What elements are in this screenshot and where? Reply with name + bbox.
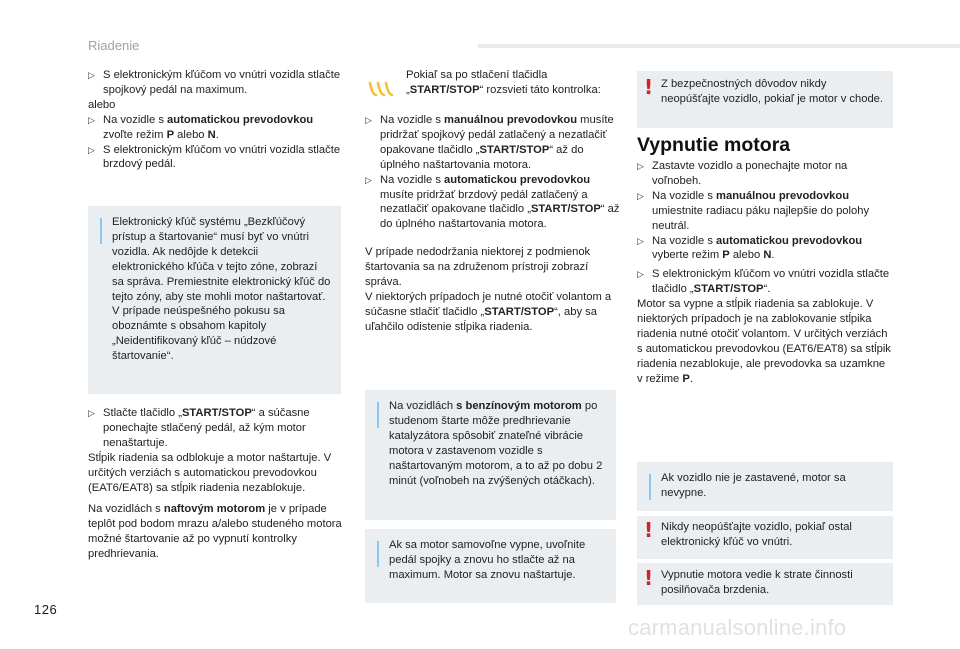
text: Na vozidle s: [652, 189, 717, 202]
bullet-text: S elektronickým kľúčom vo vnútri vozidla stlačte spojkový pedál na maximum.: [103, 69, 341, 96]
text: Na vozidlách s: [88, 503, 164, 516]
text: je v prípade teplôt pod bodom mrazu a/alebo studeného motora možné štartovanie až po vypnutí kontrolky predhrievania.: [88, 503, 342, 561]
warning-text: Nikdy neopúšťajte vozidlo, pokiaľ ostal elektronický kľúč vo vnútri.: [661, 521, 852, 548]
bold-text: s benzínovým motorom: [456, 400, 582, 412]
paragraph: Stĺpik riadenia sa odblokuje a motor naštartuje. V určitých verziách s automatickou prevodovkou (EAT6/EAT8) sa stĺpik riadenia nezablokuje.: [88, 451, 332, 494]
bullet-item: [637, 159, 893, 189]
warning-exclamation-icon: !: [644, 75, 654, 99]
text: “ rozsvieti táto kontrolka:: [479, 83, 601, 96]
text: alebo: [729, 249, 764, 262]
bullet-item: [88, 113, 343, 143]
alebo-text: alebo: [88, 98, 116, 111]
bold-text: manuálnou prevodovkou: [716, 189, 850, 202]
bold-text: START/STOP: [530, 203, 601, 216]
col1-steps-2: [88, 406, 343, 562]
text: Na vozidle s: [380, 114, 445, 126]
bold-text: START/STOP: [693, 283, 764, 296]
info-box: [365, 529, 616, 603]
bullet-text: S elektronickým kľúčom vo vnútri vozidla stlačte brzdový pedál.: [103, 143, 341, 171]
text: Na vozidle s: [103, 113, 168, 126]
info-text: Ak vozidlo nie je zastavené, motor sa nevypne.: [661, 472, 846, 499]
info-box: [637, 462, 893, 511]
warning-box: [637, 71, 893, 128]
paragraph: [365, 290, 621, 335]
paragraph: [88, 502, 343, 562]
text: .: [215, 128, 219, 141]
warning-exclamation-icon: !: [644, 518, 654, 542]
col1-steps: [88, 68, 343, 172]
triangle-bullet-icon: ▷: [88, 70, 95, 80]
bold-text: P: [682, 372, 690, 385]
text: zvoľte režim: [103, 128, 167, 141]
bold-text: manuálnou prevodovkou: [444, 114, 578, 126]
col2-steps: [365, 113, 621, 335]
text: musíte pridržať spojkový pedál zatlačený a nezatlačiť opakovane tlačidlo „: [380, 114, 614, 156]
text: Na vozidle s: [380, 173, 445, 186]
info-bar-icon: [377, 541, 379, 567]
bold-text: automatickou prevodovkou: [716, 234, 863, 247]
triangle-bullet-icon: ▷: [637, 190, 644, 201]
text: Stlačte tlačidlo „: [103, 407, 182, 419]
triangle-bullet-icon: ▷: [637, 269, 644, 280]
text: S elektronickým kľúčom vo vnútri vozidla stlačte tlačidlo „: [652, 268, 890, 296]
bullet-item: [88, 406, 343, 451]
info-text: [389, 399, 606, 488]
bold-text: START/STOP: [479, 143, 550, 156]
text: “.: [763, 283, 771, 296]
text: Pokiaľ sa po stlačení tlačidla „: [406, 69, 548, 96]
text: alebo: [174, 128, 208, 141]
col3-steps: [637, 159, 893, 387]
text: po studenom štarte môže predhrievanie katalyzátora spôsobiť znateľné vibrácie motora v zastavenom vozidle s naštartovaným motorom, a to až po dobu 2 minút (voľnobeh na zvýšených otáčkach).: [389, 400, 603, 487]
bullet-item: [637, 234, 893, 264]
triangle-bullet-icon: ▷: [365, 174, 372, 185]
lamp-text: [406, 68, 616, 98]
page-number: 126: [34, 602, 58, 617]
triangle-bullet-icon: ▷: [365, 115, 372, 125]
info-bar-icon: [377, 402, 379, 428]
text: Na vozidle s: [652, 234, 717, 247]
text: umiestnite radiacu páku najlepšie do polohy neutrál.: [652, 204, 870, 232]
text: “ a súčasne ponechajte stlačený pedál, až kým motor nenaštartuje.: [103, 407, 310, 449]
bold-text: automatickou prevodovkou: [167, 113, 314, 126]
bullet-item: [365, 113, 621, 173]
bold-text: START/STOP: [181, 407, 252, 419]
text: Motor sa vypne a stĺpik riadenia sa zablokuje. V niektorých prípadoch je na zablokovanie stĺpika riadenia nutné otočiť volantom. V určitých verziách s automatickou prevodovkou (EAT6/EAT8) sa stĺpik riadenia nezablokuje, ale prevodovka sa uzamkne v režime: [637, 298, 891, 385]
section-title: Riadenie: [88, 38, 140, 53]
info-text: Ak sa motor samovoľne vypne, uvoľnite pedál spojky a znovu ho stlačte až na maximum. Motor sa znovu naštartuje.: [389, 539, 586, 581]
warning-text: Z bezpečnostných dôvodov nikdy neopúšťajte vozidlo, pokiaľ je motor v chode.: [661, 78, 884, 105]
info-box: [365, 390, 616, 520]
bullet-text: Zastavte vozidlo a ponechajte motor na voľnobeh.: [652, 160, 848, 187]
watermark: carmanualsonline.info: [628, 615, 847, 640]
bold-text: automatickou prevodovkou: [444, 173, 591, 186]
bold-text: N: [763, 249, 772, 262]
bullet-item: [88, 68, 343, 98]
triangle-bullet-icon: ▷: [88, 408, 95, 418]
warning-text: Vypnutie motora vedie k strate činnosti posilňovača brzdenia.: [661, 569, 853, 596]
paragraph: [637, 297, 893, 386]
info-bar-icon: [100, 218, 102, 244]
text: Na vozidlách: [389, 400, 457, 412]
paragraph: V prípade nedodržania niektorej z podmienok štartovania sa na združenom prístroji zobrazí správa.: [365, 246, 591, 289]
text: vyberte režim: [652, 249, 723, 262]
bold-text: naftovým motorom: [163, 503, 266, 516]
bold-text: START/STOP: [409, 83, 480, 96]
info-bar-icon: [649, 474, 651, 500]
text: musíte pridržať brzdový pedál zatlačený a nezatlačiť opakovane tlačidlo „: [380, 188, 588, 216]
warning-box: [637, 563, 893, 605]
text: “ až do úplného naštartovania motora.: [380, 203, 620, 231]
warning-exclamation-icon: !: [644, 566, 654, 590]
bold-text: N: [207, 128, 216, 141]
triangle-bullet-icon: ▷: [637, 161, 644, 171]
text: “ až do úplného naštartovania motora.: [380, 143, 584, 171]
text: .: [771, 249, 775, 262]
bold-text: START/STOP: [484, 305, 555, 318]
header-rule: [478, 44, 960, 48]
warning-box: [637, 516, 893, 559]
bullet-item: [637, 189, 893, 234]
bold-text: P: [722, 249, 730, 262]
bold-text: P: [166, 128, 175, 141]
triangle-bullet-icon: ▷: [88, 144, 95, 155]
bullet-item: [88, 143, 343, 173]
info-text: Elektronický kľúč systému „Bezkľúčový prístup a štartovanie“ musí byť vo vnútri vozidla. Ak nedôjde k detekcii elektronického kľúča v tejto zóne, zobrazí sa správa. Premiestnite elektronický kľúč do tejto zóny, aby ste mohli motor naštartovať. V prípade neúspešného pokusu sa oboznámte s obsahom kapitoly „Neidentifikovaný kľúč – núdzové štartovanie“.: [112, 216, 331, 363]
text: “, aby sa uľahčilo odistenie stĺpika riadenia.: [365, 305, 597, 333]
info-box: [88, 206, 341, 394]
triangle-bullet-icon: ▷: [88, 114, 95, 125]
bullet-item: [365, 173, 621, 233]
text: .: [689, 372, 693, 385]
triangle-bullet-icon: ▷: [637, 235, 644, 246]
text: V niektorých prípadoch je nutné otočiť volantom a súčasne stlačiť tlačidlo „: [365, 290, 612, 318]
glow-plug-warning-lamp-icon: [367, 80, 399, 98]
section-heading: Vypnutie motora: [637, 134, 791, 156]
bullet-item: [637, 267, 893, 297]
